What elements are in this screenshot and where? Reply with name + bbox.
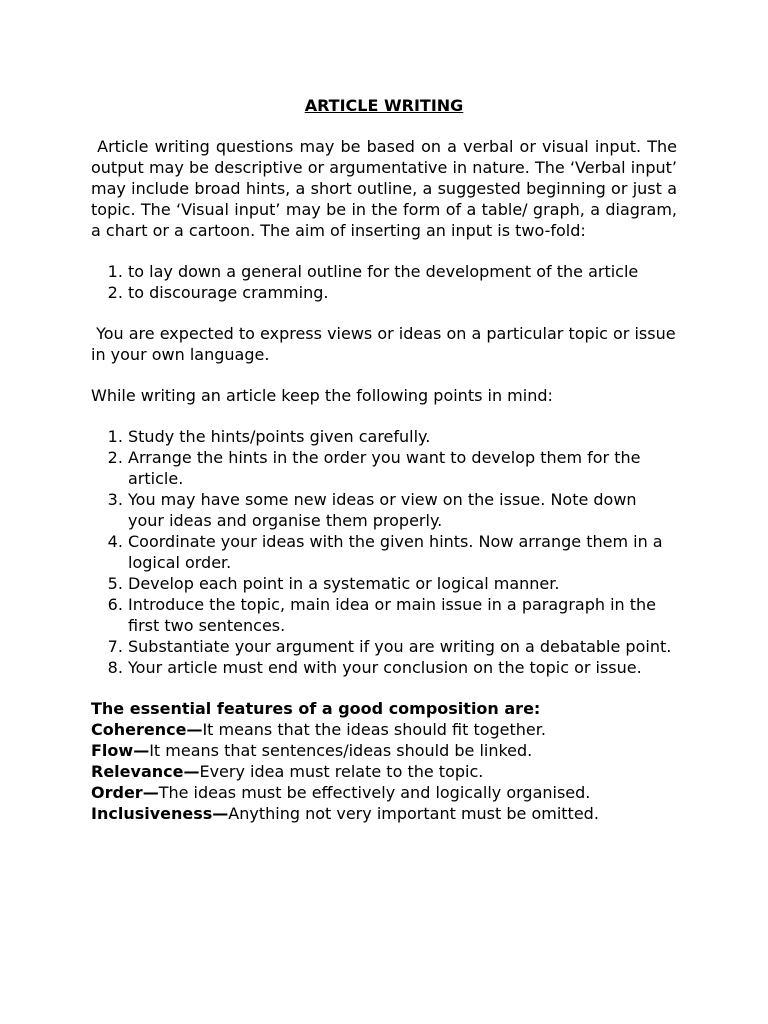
document-title: ARTICLE WRITING xyxy=(304,96,464,115)
feature-description: The ideas must be effectively and logically organised. xyxy=(158,783,591,802)
feature-coherence xyxy=(91,719,677,740)
list-item: 6. Introduce the topic, main idea or main issue in a paragraph in the first two sentences. xyxy=(128,594,677,636)
intro-paragraph: Article writing questions may be based on a verbal or visual input. The output may be descriptive or argumentative in nature. The ‘Verbal input’ may include broad hints, a short outline, a suggested beginning or just a topic. The ‘Visual input’ may be in the form of a table/ graph, a diagram, a chart or a cartoon. The aim of inserting an input is two-fold: xyxy=(91,137,677,240)
feature-description: Anything not very important must be omitted. xyxy=(228,804,599,823)
feature-description: It means that the ideas should fit together. xyxy=(202,720,546,739)
list-item: 2. Arrange the hints in the order you want to develop them for the article. xyxy=(128,447,677,489)
list-item: 2. to discourage cramming. xyxy=(128,282,677,303)
expectation-paragraph: You are expected to express views or ideas on a particular topic or issue in your own language. xyxy=(91,324,676,364)
list-item: 5. Develop each point in a systematic or logical manner. xyxy=(128,573,677,594)
feature-description: It means that sentences/ideas should be linked. xyxy=(149,741,533,760)
aims-list xyxy=(91,261,677,303)
feature-relevance xyxy=(91,761,677,782)
feature-description: Every idea must relate to the topic. xyxy=(199,762,484,781)
points-list xyxy=(91,426,677,678)
feature-term: Coherence— xyxy=(91,720,203,739)
feature-term: Order— xyxy=(91,783,159,802)
document-page xyxy=(91,95,677,824)
list-item: 1. to lay down a general outline for the development of the article xyxy=(128,261,677,282)
feature-term: Flow— xyxy=(91,741,150,760)
feature-term: Relevance— xyxy=(91,762,200,781)
features-heading: The essential features of a good composition are: xyxy=(91,699,541,718)
feature-inclusiveness xyxy=(91,803,677,824)
feature-term: Inclusiveness— xyxy=(91,804,229,823)
list-item: 3. You may have some new ideas or view on the issue. Note down your ideas and organise them properly. xyxy=(128,489,677,531)
list-item: 8. Your article must end with your conclusion on the topic or issue. xyxy=(128,657,677,678)
feature-order xyxy=(91,782,677,803)
feature-flow xyxy=(91,740,677,761)
points-intro: While writing an article keep the following points in mind: xyxy=(91,386,553,405)
list-item: 4. Coordinate your ideas with the given hints. Now arrange them in a logical order. xyxy=(128,531,677,573)
list-item: 7. Substantiate your argument if you are writing on a debatable point. xyxy=(128,636,677,657)
list-item: 1. Study the hints/points given carefully. xyxy=(128,426,677,447)
